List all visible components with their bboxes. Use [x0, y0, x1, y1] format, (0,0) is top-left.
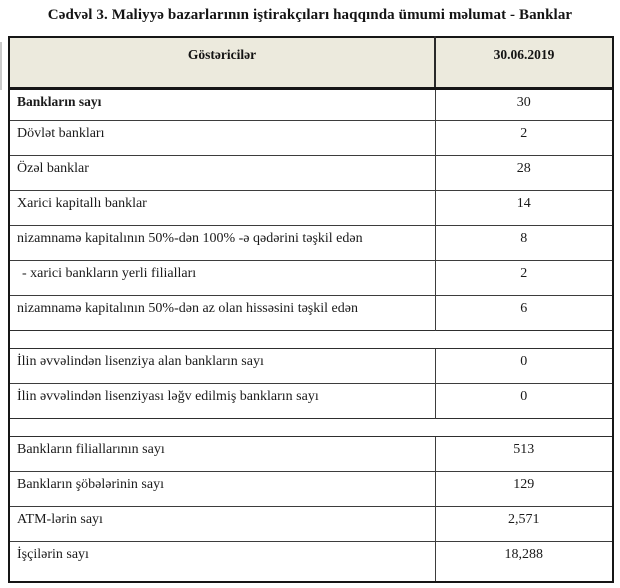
row-label: nizamnamə kapitalının 50%-dən az olan hissəsini təşkil edən — [9, 296, 435, 331]
spacer-cell — [9, 419, 613, 437]
row-value: 513 — [435, 437, 613, 472]
row-label: Özəl banklar — [9, 156, 435, 191]
table-row — [9, 349, 613, 384]
row-label: İşçilərin sayı — [9, 542, 435, 582]
row-value: 0 — [435, 349, 613, 384]
header-row — [9, 37, 613, 89]
table-row — [9, 191, 613, 226]
row-value: 18,288 — [435, 542, 613, 582]
row-label: - xarici bankların yerli filialları — [9, 261, 435, 296]
row-label: Bankların sayı — [9, 89, 435, 121]
column-header-date: 30.06.2019 — [435, 37, 613, 89]
table-row — [9, 542, 613, 582]
table-row — [9, 507, 613, 542]
table-row — [9, 437, 613, 472]
spacer-row — [9, 419, 613, 437]
table-row — [9, 156, 613, 191]
table-row — [9, 261, 613, 296]
table-header — [9, 37, 613, 89]
row-label: Dövlət bankları — [9, 121, 435, 156]
table-row — [9, 472, 613, 507]
table-row — [9, 296, 613, 331]
row-value: 0 — [435, 384, 613, 419]
row-value: 2 — [435, 121, 613, 156]
row-label: İlin əvvəlindən lisenziyası ləğv edilmiş bankların sayı — [9, 384, 435, 419]
table-row — [9, 384, 613, 419]
table-row — [9, 226, 613, 261]
row-label: nizamnamə kapitalının 50%-dən 100% -ə qədərini təşkil edən — [9, 226, 435, 261]
banks-summary-table — [8, 36, 614, 583]
row-label: Bankların şöbələrinin sayı — [9, 472, 435, 507]
row-value: 8 — [435, 226, 613, 261]
row-label: İlin əvvəlindən lisenziya alan bankların sayı — [9, 349, 435, 384]
scan-artifact-line — [0, 42, 2, 90]
table-row — [9, 121, 613, 156]
row-value: 6 — [435, 296, 613, 331]
row-value: 30 — [435, 89, 613, 121]
page-title: Cədvəl 3. Maliyyə bazarlarının iştirakçıları haqqında ümumi məlumat - Banklar — [47, 7, 573, 23]
table-body — [9, 89, 613, 582]
column-header-indicators: Göstəricilər — [9, 37, 435, 89]
row-value: 2 — [435, 261, 613, 296]
row-value: 129 — [435, 472, 613, 507]
row-value: 28 — [435, 156, 613, 191]
row-value: 14 — [435, 191, 613, 226]
row-value: 2,571 — [435, 507, 613, 542]
spacer-row — [9, 331, 613, 349]
spacer-cell — [9, 331, 613, 349]
table-row — [9, 89, 613, 121]
row-label: Xarici kapitallı banklar — [9, 191, 435, 226]
row-label: Bankların filiallarının sayı — [9, 437, 435, 472]
row-label: ATM-lərin sayı — [9, 507, 435, 542]
